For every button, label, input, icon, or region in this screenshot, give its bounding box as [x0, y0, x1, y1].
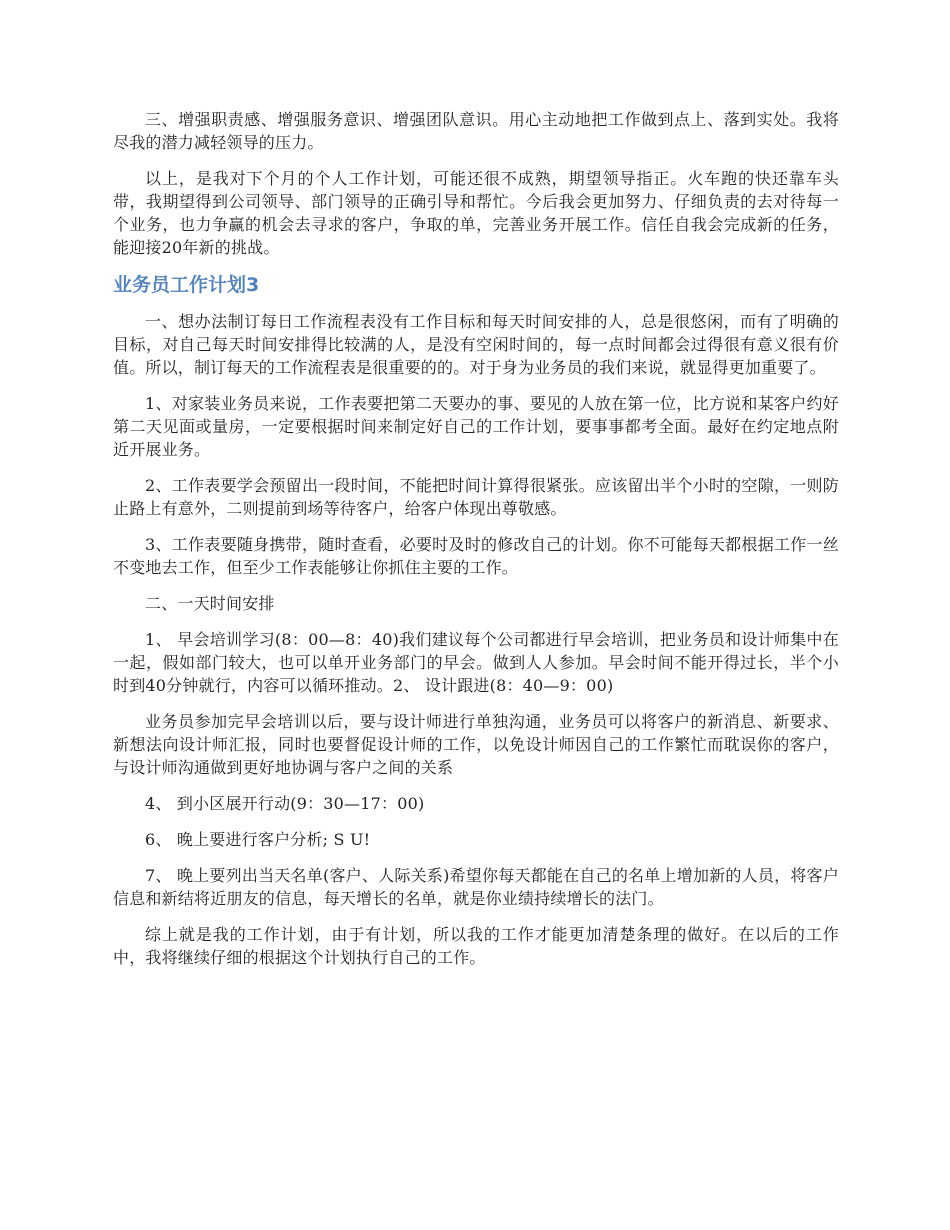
paragraph: 二、一天时间安排 [145, 594, 275, 613]
paragraph: 4、 到小区展开行动(9：30—17：00) [145, 794, 425, 813]
paragraph: 6、 晚上要进行客户分析; S U! [145, 830, 371, 849]
paragraph: 7、 晚上要列出当天名单(客户、人际关系)希望你每天都能在自己的名单上增加新的人员，将客户信息和新结将近朋友的信息，每天增长的名单，就是你业绩持续增长的法门。 [113, 866, 839, 908]
paragraph: 业务员参加完早会培训以后，要与设计师进行单独沟通，业务员可以将客户的新消息、新要求、新想法向设计师汇报，同时也要督促设计师的工作，以免设计师因自己的工作繁忙而耽误你的客户，与设计师沟通做到更好地协调与客户之间的关系 [113, 712, 839, 777]
paragraph: 一、想办法制订每日工作流程表没有工作目标和每天时间安排的人，总是很悠闲，而有了明确的目标，对自己每天时间安排得比较满的人，是没有空闲时间的，每一点时间都会过得很有意义很有价值。所以，制订每天的工作流程表是很重要的的。对于身为业务员的我们来说，就显得更加重要了。 [113, 312, 839, 377]
section-heading: 业务员工作计划3 [113, 274, 260, 296]
document-page [113, 108, 839, 982]
paragraph: 3、工作表要随身携带，随时查看，必要时及时的修改自己的计划。你不可能每天都根据工作一丝不变地去工作，但至少工作表能够让你抓住主要的工作。 [113, 535, 839, 577]
paragraph: 1、对家装业务员来说，工作表要把第二天要办的事、要见的人放在第一位，比方说和某客户约好第二天见面或量房，一定要根据时间来制定好自己的工作计划，要事事都考全面。最好在约定地点附近开展业务。 [113, 394, 839, 459]
paragraph: 三、增强职责感、增强服务意识、增强团队意识。用心主动地把工作做到点上、落到实处。我将尽我的潜力减轻领导的压力。 [113, 110, 839, 152]
paragraph: 以上，是我对下个月的个人工作计划，可能还很不成熟，期望领导指正。火车跑的快还靠车头带，我期望得到公司领导、部门领导的正确引导和帮忙。今后我会更加努力、仔细负责的去对待每一个业务，也力争赢的机会去寻求的客户，争取的单，完善业务开展工作。信任自我会完成新的任务，能迎接20年新的挑战。 [113, 169, 839, 257]
paragraph: 综上就是我的工作计划，由于有计划，所以我的工作才能更加清楚条理的做好。在以后的工作中，我将继续仔细的根据这个计划执行自己的工作。 [113, 925, 839, 967]
paragraph: 1、 早会培训学习(8：00—8：40)我们建议每个公司都进行早会培训，把业务员和设计师集中在一起，假如部门较大，也可以单开业务部门的早会。做到人人参加。早会时间不能开得过长，半个小时到40分钟就行，内容可以循环推动。2、 设计跟进(8：40—9：00) [113, 630, 839, 695]
paragraph: 2、工作表要学会预留出一段时间，不能把时间计算得很紧张。应该留出半个小时的空隙，一则防止路上有意外，二则提前到场等待客户，给客户体现出尊敬感。 [113, 476, 839, 518]
